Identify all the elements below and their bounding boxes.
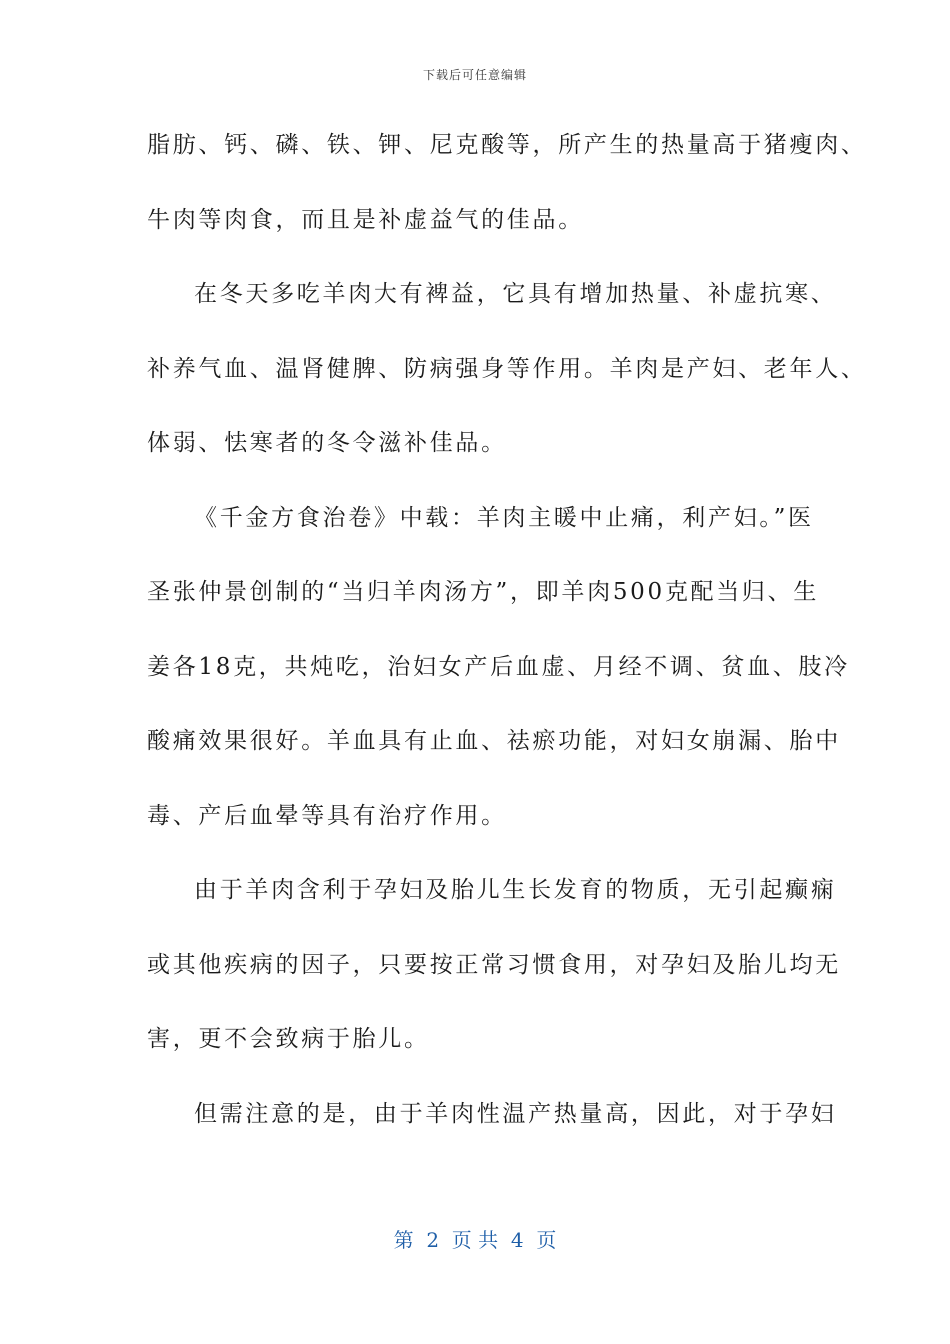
text-line: 姜各18克，共炖吃，治妇女产后血虚、月经不调、贫血、肢冷 [147,653,850,680]
text-line: 或其他疾病的因子，只要按正常习惯食用，对孕妇及胎儿均无 [147,951,841,978]
page-number: 第 2 页 共 4 页 [393,1228,557,1252]
text-line: 牛肉等肉食，而且是补虚益气的佳品。 [147,206,584,233]
paragraph-start-line: 但需注意的是，由于羊肉性温产热量高，因此，对于孕妇 [194,1100,837,1127]
text-line: 害，更不会致病于胎儿。 [147,1026,430,1052]
text-line: 补养气血、温肾健脾、防病强身等作用。羊肉是产妇、老年人、 [147,355,867,382]
text-line: 脂肪、钙、磷、铁、钾、尼克酸等，所产生的热量高于猪瘦肉、 [147,132,867,158]
paragraph-start-line: 由于羊肉含利于孕妇及胎儿生长发育的物质，无引起癫痫 [194,877,837,903]
paragraph-start-line: 在冬天多吃羊肉大有裨益，它具有增加热量、补虚抗寒、 [194,281,837,307]
text-line: 酸痛效果很好。羊血具有止血、祛瘀功能，对妇女崩漏、胎中 [147,728,841,754]
header-note: 下载后可任意编辑 [422,68,527,82]
text-line: 体弱、怯寒者的冬令滋补佳品。 [147,430,507,456]
text-line: 圣张仲景创制的“当归羊肉汤方”，即羊肉500克配当归、生 [147,579,820,605]
paragraph-start-line: 《千金方食治卷》中载：羊肉主暖中止痛，利产妇。”医 [194,504,814,531]
document-body [147,121,867,1164]
text-line: 毒、产后血晕等具有治疗作用。 [147,802,507,829]
